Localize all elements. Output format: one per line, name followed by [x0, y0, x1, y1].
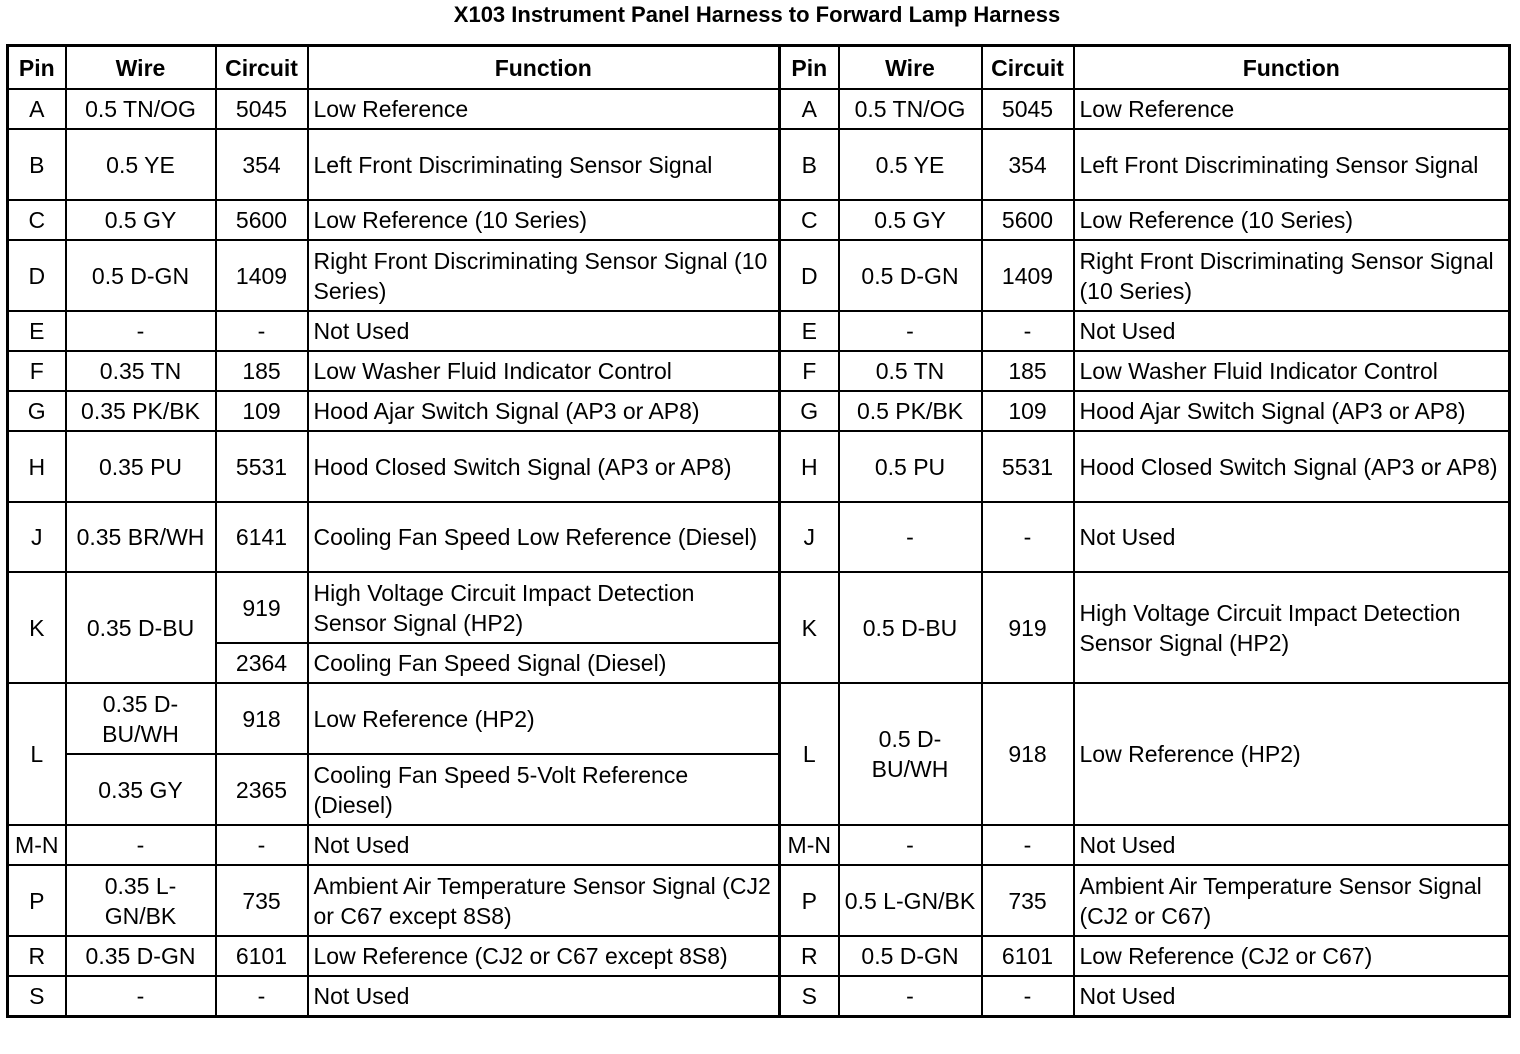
wire-cell: 0.5 PK/BK	[839, 391, 982, 431]
pin-cell: S	[8, 976, 66, 1017]
pin-cell: J	[8, 502, 66, 572]
table-row	[8, 431, 1510, 502]
circuit-cell: -	[216, 976, 308, 1017]
wire-cell: 0.5 D-BU	[839, 572, 982, 683]
function-cell: Not Used	[1074, 311, 1510, 351]
pin-cell: J	[780, 502, 839, 572]
function-cell: Low Reference (CJ2 or C67)	[1074, 936, 1510, 976]
circuit-cell: 735	[216, 865, 308, 936]
function-cell: Left Front Discriminating Sensor Signal	[1074, 129, 1510, 200]
circuit-cell: 5600	[982, 200, 1074, 240]
wire-cell: 0.5 D-GN	[839, 936, 982, 976]
wire-cell: 0.35 L-GN/BK	[66, 865, 216, 936]
circuit-cell: -	[982, 976, 1074, 1017]
function-cell: Low Washer Fluid Indicator Control	[1074, 351, 1510, 391]
wire-cell: 0.5 GY	[66, 200, 216, 240]
circuit-cell: 6101	[982, 936, 1074, 976]
circuit-cell: 1409	[216, 240, 308, 311]
table-row	[8, 825, 1510, 865]
pin-cell: H	[8, 431, 66, 502]
table-row	[8, 240, 1510, 311]
circuit-cell: 2364	[216, 643, 308, 683]
circuit-cell: 5531	[216, 431, 308, 502]
function-cell: Low Reference	[308, 89, 780, 129]
circuit-cell: 5600	[216, 200, 308, 240]
pin-cell: D	[780, 240, 839, 311]
circuit-cell: -	[982, 825, 1074, 865]
header-wire: Wire	[839, 46, 982, 90]
wire-cell: 0.35 PU	[66, 431, 216, 502]
wire-cell: 0.5 TN	[839, 351, 982, 391]
circuit-cell: 6141	[216, 502, 308, 572]
pin-cell: D	[8, 240, 66, 311]
wire-cell: 0.5 D-GN	[66, 240, 216, 311]
table-row	[8, 391, 1510, 431]
wire-cell: 0.35 PK/BK	[66, 391, 216, 431]
function-cell: Not Used	[1074, 825, 1510, 865]
pin-cell: H	[780, 431, 839, 502]
pin-cell: S	[780, 976, 839, 1017]
circuit-cell: -	[982, 311, 1074, 351]
circuit-cell: 2365	[216, 754, 308, 825]
table-row	[8, 129, 1510, 200]
function-cell: Cooling Fan Speed 5-Volt Reference (Diesel)	[308, 754, 780, 825]
circuit-cell: 5531	[982, 431, 1074, 502]
pin-cell: B	[780, 129, 839, 200]
wire-cell: 0.5 PU	[839, 431, 982, 502]
circuit-cell: 5045	[982, 89, 1074, 129]
wire-cell: 0.5 YE	[66, 129, 216, 200]
pin-cell: G	[780, 391, 839, 431]
function-cell: Not Used	[1074, 976, 1510, 1017]
circuit-cell: 109	[216, 391, 308, 431]
pin-cell: G	[8, 391, 66, 431]
function-cell: Right Front Discriminating Sensor Signal (10 Series)	[1074, 240, 1510, 311]
table-row	[8, 865, 1510, 936]
function-cell: Ambient Air Temperature Sensor Signal (CJ2 or C67 except 8S8)	[308, 865, 780, 936]
function-cell: Right Front Discriminating Sensor Signal (10 Series)	[308, 240, 780, 311]
circuit-cell: 354	[982, 129, 1074, 200]
wire-cell: 0.35 D-BU/WH	[66, 683, 216, 754]
wire-cell: 0.5 GY	[839, 200, 982, 240]
page-title: X103 Instrument Panel Harness to Forward Lamp Harness	[453, 2, 1061, 27]
circuit-cell: 918	[982, 683, 1074, 825]
wire-cell: -	[66, 311, 216, 351]
pin-cell: K	[8, 572, 66, 683]
pin-cell: E	[8, 311, 66, 351]
table-row	[8, 936, 1510, 976]
circuit-cell: 6101	[216, 936, 308, 976]
pin-cell: E	[780, 311, 839, 351]
function-cell: Not Used	[308, 311, 780, 351]
wire-cell: -	[839, 976, 982, 1017]
circuit-cell: -	[216, 825, 308, 865]
function-cell: Not Used	[308, 976, 780, 1017]
function-cell: Low Reference (10 Series)	[1074, 200, 1510, 240]
wire-cell: -	[66, 825, 216, 865]
table-row	[8, 502, 1510, 572]
pinout-table	[6, 44, 1511, 1018]
function-cell: Hood Closed Switch Signal (AP3 or AP8)	[308, 431, 780, 502]
circuit-cell: -	[982, 502, 1074, 572]
wire-cell: 0.35 D-GN	[66, 936, 216, 976]
wire-cell: 0.5 TN/OG	[839, 89, 982, 129]
pin-cell: K	[780, 572, 839, 683]
function-cell: Low Reference (10 Series)	[308, 200, 780, 240]
circuit-cell: 918	[216, 683, 308, 754]
pin-cell: P	[8, 865, 66, 936]
function-cell: Low Reference	[1074, 89, 1510, 129]
pin-cell: M-N	[8, 825, 66, 865]
function-cell: Hood Ajar Switch Signal (AP3 or AP8)	[1074, 391, 1510, 431]
wire-cell: 0.35 BR/WH	[66, 502, 216, 572]
table-row	[8, 200, 1510, 240]
wire-cell: -	[839, 502, 982, 572]
wire-cell: -	[66, 976, 216, 1017]
function-cell: Not Used	[1074, 502, 1510, 572]
header-circuit: Circuit	[216, 46, 308, 90]
pin-cell: A	[8, 89, 66, 129]
pin-cell: B	[8, 129, 66, 200]
header-row	[8, 46, 1510, 90]
header-function: Function	[308, 46, 780, 90]
circuit-cell: 5045	[216, 89, 308, 129]
wire-cell: 0.5 TN/OG	[66, 89, 216, 129]
function-cell: Not Used	[308, 825, 780, 865]
table-row	[8, 311, 1510, 351]
pin-cell: L	[780, 683, 839, 825]
function-cell: High Voltage Circuit Impact Detection Sensor Signal (HP2)	[308, 572, 780, 643]
header-wire: Wire	[66, 46, 216, 90]
pin-cell: M-N	[780, 825, 839, 865]
function-cell: Hood Closed Switch Signal (AP3 or AP8)	[1074, 431, 1510, 502]
function-cell: High Voltage Circuit Impact Detection Sensor Signal (HP2)	[1074, 572, 1510, 683]
wire-cell: 0.35 D-BU	[66, 572, 216, 683]
pin-cell: L	[8, 683, 66, 825]
wire-cell: 0.35 TN	[66, 351, 216, 391]
pin-cell: C	[8, 200, 66, 240]
pin-cell: P	[780, 865, 839, 936]
pin-cell: R	[8, 936, 66, 976]
table-row	[8, 89, 1510, 129]
circuit-cell: 735	[982, 865, 1074, 936]
header-pin: Pin	[8, 46, 66, 90]
table-row	[8, 976, 1510, 1017]
function-cell: Low Reference (CJ2 or C67 except 8S8)	[308, 936, 780, 976]
header-pin: Pin	[780, 46, 839, 90]
function-cell: Left Front Discriminating Sensor Signal	[308, 129, 780, 200]
table-row	[8, 351, 1510, 391]
wire-cell: 0.5 L-GN/BK	[839, 865, 982, 936]
wire-cell: -	[839, 825, 982, 865]
wire-cell: 0.35 GY	[66, 754, 216, 825]
circuit-cell: 109	[982, 391, 1074, 431]
function-cell: Low Reference (HP2)	[1074, 683, 1510, 825]
function-cell: Low Washer Fluid Indicator Control	[308, 351, 780, 391]
pin-cell: C	[780, 200, 839, 240]
function-cell: Cooling Fan Speed Low Reference (Diesel)	[308, 502, 780, 572]
circuit-cell: 919	[216, 572, 308, 643]
pin-cell: F	[780, 351, 839, 391]
circuit-cell: 1409	[982, 240, 1074, 311]
wire-cell: -	[839, 311, 982, 351]
function-cell: Ambient Air Temperature Sensor Signal (CJ2 or C67)	[1074, 865, 1510, 936]
header-circuit: Circuit	[982, 46, 1074, 90]
wire-cell: 0.5 D-GN	[839, 240, 982, 311]
circuit-cell: 185	[216, 351, 308, 391]
table-row	[8, 683, 1510, 754]
pin-cell: F	[8, 351, 66, 391]
circuit-cell: 919	[982, 572, 1074, 683]
wire-cell: 0.5 YE	[839, 129, 982, 200]
pin-cell: R	[780, 936, 839, 976]
wire-cell: 0.5 D-BU/WH	[839, 683, 982, 825]
circuit-cell: 185	[982, 351, 1074, 391]
circuit-cell: 354	[216, 129, 308, 200]
function-cell: Low Reference (HP2)	[308, 683, 780, 754]
header-function: Function	[1074, 46, 1510, 90]
function-cell: Hood Ajar Switch Signal (AP3 or AP8)	[308, 391, 780, 431]
function-cell: Cooling Fan Speed Signal (Diesel)	[308, 643, 780, 683]
table-row	[8, 572, 1510, 643]
circuit-cell: -	[216, 311, 308, 351]
pin-cell: A	[780, 89, 839, 129]
